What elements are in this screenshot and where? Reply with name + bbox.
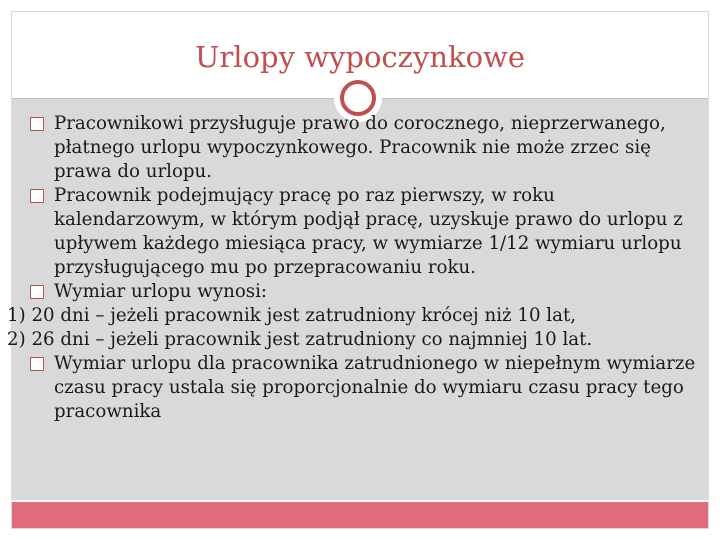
bullet-box-icon — [30, 285, 44, 299]
bullet-text: Pracownik podejmujący pracę po raz pierwszy, w roku kalendarzowym, w którym podjął pracę, uzyskuje prawo do urlopu z upływem każdego miesiąca pracy, w wymiarze 1/12 wymiaru urlopu przysługującego mu po przepracowaniu roku. — [54, 185, 683, 278]
bullet-text: Wymiar urlopu wynosi: — [54, 281, 268, 302]
slide-title: Urlopy wypoczynkowe — [194, 40, 526, 74]
bullet-box-icon — [30, 189, 44, 203]
bullet-box-icon — [30, 117, 44, 131]
footer-bar — [12, 502, 708, 528]
bullet-item — [30, 280, 700, 304]
bullet-text: Pracownikowi przysługuje prawo do corocznego, nieprzerwanego, płatnego urlopu wypoczynkowego. Pracownik nie może zrzec się prawa do urlopu. — [54, 113, 666, 182]
bullet-item — [30, 112, 700, 184]
list-line: 2) 26 dni – jeżeli pracownik jest zatrudniony co najmniej 10 lat. — [7, 329, 593, 350]
list-line: 1) 20 dni – jeżeli pracownik jest zatrudniony krócej niż 10 lat, — [7, 305, 577, 326]
bullet-item — [30, 352, 700, 424]
bullet-item — [30, 184, 700, 280]
divider-right — [378, 98, 708, 99]
ring-ornament-icon — [340, 80, 376, 116]
slide-body — [7, 112, 700, 424]
bullet-text: Wymiar urlopu dla pracownika zatrudnionego w niepełnym wymiarze czasu pracy ustala się proporcjonalnie do wymiaru czasu pracy tego pracownika — [54, 353, 696, 422]
divider-left — [12, 98, 342, 99]
bullet-box-icon — [30, 357, 44, 371]
